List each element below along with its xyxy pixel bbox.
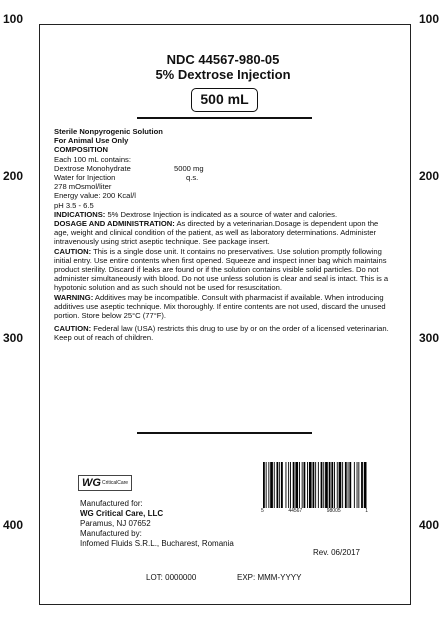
barcode-digit-3: 98005 (326, 508, 341, 514)
barcode-bar (329, 462, 331, 508)
barcode-digit-4: 1 (365, 508, 368, 514)
barcode-bar (321, 462, 323, 508)
warning-paragraph (54, 293, 392, 321)
scale-mark-100-right: 100 (419, 12, 440, 26)
barcode-image (261, 462, 368, 508)
scale-mark-200-left: 200 (3, 169, 24, 183)
lot-number: LOT: 0000000 (146, 573, 197, 582)
barcode-bar (268, 462, 269, 508)
barcode-digit-1: 5 (261, 508, 264, 514)
barcode-bar (290, 462, 291, 508)
barcode-bar (295, 462, 298, 508)
barcode-bar (279, 462, 280, 508)
barcode-bar (293, 462, 295, 508)
barcode-bar (342, 462, 343, 508)
barcode-bar (318, 462, 319, 508)
barcode-bar (358, 462, 359, 508)
indications-paragraph (54, 210, 392, 219)
dextrose-row (54, 164, 392, 173)
wg-critical-care-logo (78, 475, 132, 491)
dosage-paragraph (54, 219, 392, 247)
top-divider (137, 117, 312, 119)
barcode-bar (281, 462, 283, 508)
caution-heading: CAUTION: (54, 246, 92, 256)
barcode-bar (288, 462, 289, 508)
caution-text: This is a single dose unit. It contains no preservatives. Use solution promptly following initial entry. Use entire contents when first opened. Squeeze and inspect inner bag which maintains product sterility. Discard if leaks are found or if the solution contains visible solid particles. Do not administer simultaneously with blood. Do not use unless solution is clear and seal is intact. This is a hypotonic solution and as such should not be used for resuscitation. (54, 246, 389, 293)
water-row (54, 173, 392, 182)
expiry-date: EXP: MMM-YYYY (237, 573, 302, 582)
barcode-bar (323, 462, 324, 508)
energy-line: Energy value: 200 Kcal/l (54, 191, 136, 201)
indications-heading: INDICATIONS: (54, 209, 106, 219)
volume-badge: 500 mL (191, 88, 258, 112)
scale-mark-200-right: 200 (419, 169, 440, 183)
barcode-bar (331, 462, 333, 508)
barcode-bar (349, 462, 351, 508)
dextrose-label: Dextrose Monohydrate (54, 163, 131, 173)
company-city: Paramus, NJ 07652 (80, 519, 151, 528)
barcode-bar (270, 462, 273, 508)
barcode-digit-2: 44567 (288, 508, 303, 514)
ndc-number: NDC 44567-980-05 (166, 52, 280, 67)
barcode-bar (266, 462, 267, 508)
federal-caution-heading: CAUTION: (54, 324, 92, 334)
revision-date: Rev. 06/2017 (313, 548, 360, 557)
logo-criticalcare-text: CriticalCare (101, 480, 129, 486)
barcode-bar (274, 462, 275, 508)
scale-mark-400-left: 400 (3, 518, 24, 532)
scale-mark-100-left: 100 (3, 12, 24, 26)
bottom-divider (137, 432, 312, 434)
indications-text: 5% Dextrose Injection is indicated as a source of water and calories. (105, 209, 338, 219)
scale-mark-400-right: 400 (419, 518, 440, 532)
barcode-digits (261, 508, 368, 514)
barcode-bar (307, 462, 308, 508)
ph-line: pH 3.5 - 6.5 (54, 200, 94, 210)
animal-use-line: For Animal Use Only (54, 136, 129, 146)
barcode-bar (277, 462, 279, 508)
barcode-bar (354, 462, 355, 508)
warning-text: Additives may be incompatible. Consult with pharmacist if available. When introducing additives use aseptic technique. Mix thoroughly. If entire contents are not used, discard the unused portion. Store below 25°C (77°F). (54, 292, 386, 321)
barcode-bar (299, 462, 300, 508)
scale-mark-300-left: 300 (3, 331, 24, 345)
water-label: Water for Injection (54, 173, 116, 183)
logo-wg-text: WG (82, 477, 101, 489)
barcode-bar (263, 462, 265, 508)
barcode-bar (339, 462, 342, 508)
composition-heading: COMPOSITION (54, 145, 109, 155)
barcode-bar (357, 462, 358, 508)
barcode-bar (364, 462, 367, 508)
barcode-bar (304, 462, 306, 508)
keep-out-line: Keep out of reach of children. (54, 333, 154, 343)
company-name: WG Critical Care, LLC (80, 509, 164, 518)
barcode-bar (286, 462, 287, 508)
manufactured-by-label: Manufactured by: (80, 529, 142, 538)
each-line: Each 100 mL contains: (54, 154, 131, 164)
federal-caution-paragraph (54, 324, 392, 333)
manufacturer-block (80, 499, 234, 549)
dosage-heading: DOSAGE AND ADMINISTRATION: (54, 219, 175, 229)
barcode-bar (345, 462, 347, 508)
osmolarity-line: 278 mOsmol/liter (54, 182, 112, 192)
barcode-bar (302, 462, 303, 508)
barcode-bar (315, 462, 316, 508)
manufacturer-name: Infomed Fluids S.R.L., Bucharest, Romania (80, 539, 234, 548)
scale-mark-300-right: 300 (419, 331, 440, 345)
sterile-line: Sterile Nonpyrogenic Solution (54, 127, 163, 136)
federal-caution-text: Federal law (USA) restricts this drug to use by or on the order of a licensed veterinarian. (91, 324, 389, 334)
barcode-bar (361, 462, 363, 508)
barcode-bar (348, 462, 349, 508)
caution-paragraph (54, 247, 392, 293)
dosage-text: As directed by a veterinarian.Dosage is dependent upon the age, weight and clinical condition of the patient, as well as laboratory determinations. Administer intravenously using strict aseptic technique. See package insert. (54, 219, 379, 247)
manufactured-for-label: Manufactured for: (80, 499, 143, 508)
product-name: 5% Dextrose Injection (155, 67, 291, 82)
barcode-bar (334, 462, 335, 508)
dextrose-value: 5000 mg (174, 163, 204, 173)
barcode-bar (309, 462, 312, 508)
barcode-bar (337, 462, 338, 508)
label-body-text (54, 127, 392, 343)
barcode-bar (313, 462, 315, 508)
water-value: q.s. (186, 173, 199, 183)
warning-heading: WARNING: (54, 292, 94, 302)
barcode-bar (325, 462, 328, 508)
